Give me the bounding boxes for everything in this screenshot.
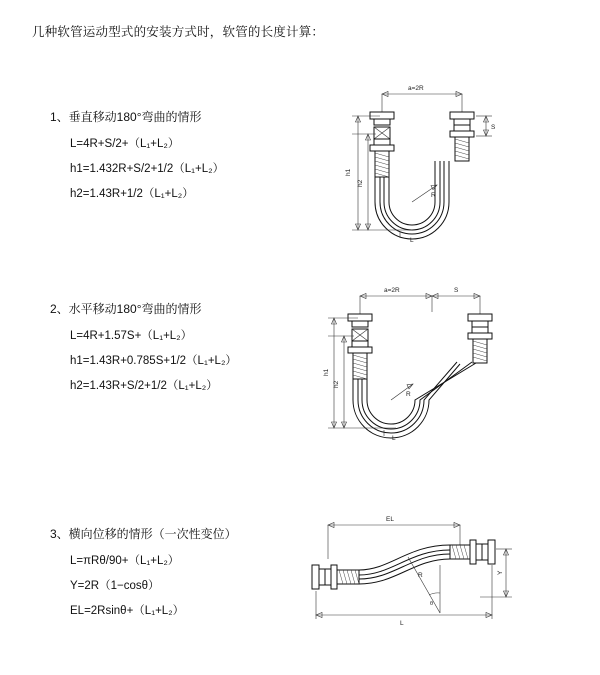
- section-2-text: [50, 300, 310, 402]
- section-1-formula-1: L=4R+S/2+（L₁+L₂）: [70, 138, 180, 150]
- svg-text:h2: h2: [333, 380, 340, 388]
- svg-text:R: R: [406, 391, 411, 398]
- page-title: 几种软管运动型式的安装方式时，软管的长度计算：: [32, 25, 325, 39]
- horizontal-180-bend-diagram: [300, 276, 530, 466]
- section-2-formula-3: h2=1.43R+S/2+1/2（L₁+L₂）: [70, 380, 218, 392]
- section-1-formula-3: h2=1.43R+1/2（L₁+L₂）: [70, 188, 194, 200]
- svg-text:S: S: [454, 287, 459, 294]
- section-3-text: [50, 525, 310, 627]
- svg-text:a=2R: a=2R: [384, 287, 400, 294]
- section-1-heading: 1、垂直移动180°弯曲的情形: [50, 110, 202, 124]
- svg-text:EL: EL: [386, 516, 394, 523]
- svg-text:L: L: [400, 620, 404, 627]
- vertical-180-bend-diagram: [300, 72, 530, 282]
- section-2-formula-2: h1=1.43R+0.785S+1/2（L₁+L₂）: [70, 355, 237, 367]
- section-3-heading: 3、横向位移的情形（一次性变位）: [50, 527, 237, 541]
- svg-text:S: S: [491, 124, 496, 131]
- svg-text:h1: h1: [323, 368, 330, 376]
- svg-text:h1: h1: [345, 168, 352, 176]
- section-1-formula-2: h1=1.432R+S/2+1/2（L₁+L₂）: [70, 163, 225, 175]
- section-3-formula-1: L=πRθ/90+（L₁+L₂）: [70, 555, 180, 567]
- section-2-heading: 2、水平移动180°弯曲的情形: [50, 302, 202, 316]
- lateral-offset-diagram: [290, 505, 530, 635]
- svg-text:a=2R: a=2R: [408, 85, 424, 92]
- svg-text:θ: θ: [430, 601, 434, 607]
- section-3-formula-2: Y=2R（1−cosθ）: [70, 580, 160, 592]
- svg-text:h2: h2: [357, 179, 364, 187]
- svg-text:L: L: [410, 237, 414, 244]
- section-1-text: [50, 108, 310, 210]
- section-3-formula-3: EL=2Rsinθ+（L₁+L₂）: [70, 605, 185, 617]
- svg-text:Y: Y: [497, 570, 504, 575]
- svg-text:R: R: [418, 572, 423, 579]
- section-2-formula-1: L=4R+1.57S+（L₁+L₂）: [70, 330, 193, 342]
- svg-text:L: L: [392, 435, 396, 442]
- svg-text:R: R: [431, 192, 436, 199]
